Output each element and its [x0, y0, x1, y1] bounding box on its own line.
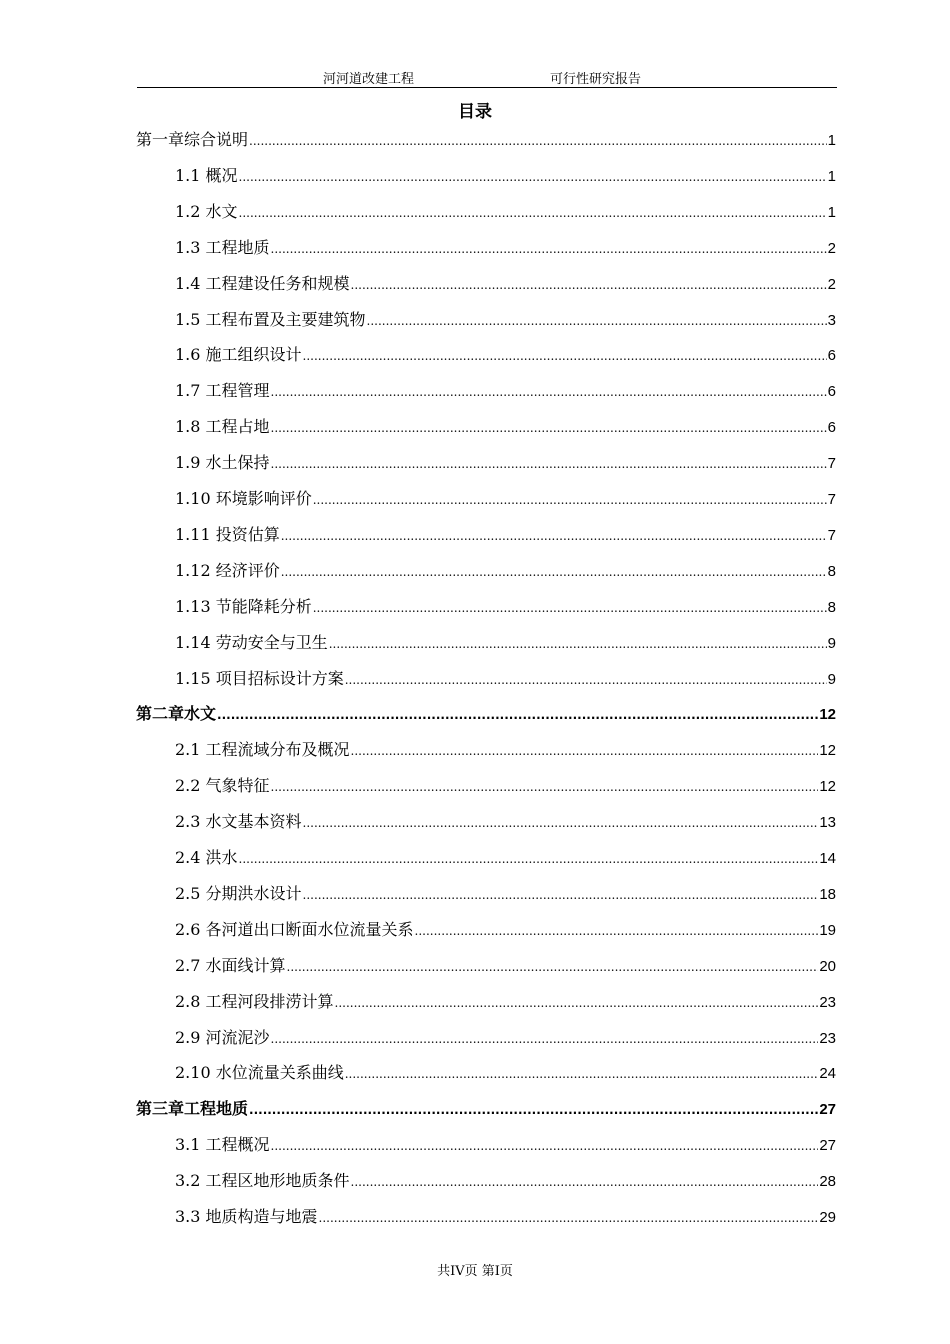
toc-section-entry[interactable]: [175, 158, 836, 194]
toc-section-entry[interactable]: [175, 732, 836, 768]
toc-section-entry[interactable]: [175, 266, 836, 302]
toc-dot-leader: [271, 1128, 819, 1164]
toc-dot-leader: [367, 303, 827, 339]
toc-page-number: 12: [819, 778, 836, 796]
toc-dot-leader: [281, 554, 827, 590]
toc-entry-title: 3.2 工程区地形地质条件: [175, 1171, 350, 1191]
toc-dot-leader: [351, 267, 827, 303]
toc-entry-title: 1.15 项目招标设计方案: [175, 668, 344, 688]
toc-section-entry[interactable]: [175, 373, 836, 409]
toc-dot-leader: [345, 1056, 819, 1092]
toc-entry-title: 1.8 工程占地: [175, 417, 270, 437]
toc-entry-title: 1.9 水土保持: [175, 453, 270, 473]
toc-entry-title: 1.2 水文: [175, 201, 238, 221]
toc-page-number: 6: [827, 419, 836, 437]
toc-page-number: 6: [827, 383, 836, 401]
toc-entry-title: 2.4 洪水: [175, 848, 238, 867]
toc-page-number: 2: [827, 275, 836, 293]
toc-section-entry[interactable]: [175, 1020, 836, 1056]
toc-entry-title: 2.3 水文基本资料: [175, 812, 302, 832]
toc-page-number: 1: [827, 203, 836, 221]
toc-section-entry[interactable]: [175, 984, 836, 1020]
header-report-type: 可行性研究报告: [550, 72, 642, 87]
toc-dot-leader: [329, 626, 827, 662]
toc-dot-leader: [239, 841, 819, 877]
toc-dot-leader: [271, 410, 827, 446]
toc-dot-leader: [249, 123, 827, 159]
toc-dot-leader: [335, 985, 819, 1021]
toc-dot-leader: [319, 1200, 819, 1236]
toc-entry-title: 1.13 节能降耗分析: [175, 596, 312, 616]
toc-chapter-entry[interactable]: [136, 122, 836, 158]
toc-section-entry[interactable]: [175, 1127, 836, 1163]
toc-page-number: 8: [827, 598, 836, 616]
toc-entry-title: 1.12 经济评价: [175, 560, 280, 580]
toc-section-entry[interactable]: [175, 948, 836, 984]
toc-page-number: 27: [819, 1101, 836, 1119]
toc-section-entry[interactable]: [175, 804, 836, 840]
toc-page-number: 12: [819, 706, 836, 724]
toc-entry-title: 1.10 环境影响评价: [175, 489, 312, 508]
toc-page-number: 14: [819, 850, 836, 867]
toc-dot-leader: [351, 1164, 819, 1200]
toc-page-number: 27: [819, 1137, 836, 1155]
toc-section-entry[interactable]: [175, 840, 836, 876]
toc-entry-title: 3.3 地质构造与地震: [175, 1207, 318, 1226]
toc-entry-title: 2.10 水位流量关系曲线: [175, 1063, 344, 1083]
toc-page-number: 9: [827, 634, 836, 652]
toc-page-number: 9: [827, 670, 836, 688]
toc-title: 目录: [458, 102, 492, 122]
toc-entry-title: 2.1 工程流域分布及概况: [175, 740, 350, 760]
toc-entry-title: 2.2 气象特征: [175, 776, 270, 796]
toc-page-number: 19: [819, 921, 836, 939]
toc-page-number: 7: [827, 455, 836, 473]
toc-dot-leader: [281, 518, 827, 554]
toc-section-entry[interactable]: [175, 625, 836, 661]
toc-dot-leader: [303, 805, 819, 841]
toc-entry-title: 2.8 工程河段排涝计算: [175, 991, 334, 1011]
toc-section-entry[interactable]: [175, 194, 836, 230]
toc-entry-title: 2.7 水面线计算: [175, 955, 286, 975]
toc-page-number: 7: [827, 491, 836, 508]
toc-section-entry[interactable]: [175, 876, 836, 912]
toc-dot-leader: [271, 769, 819, 805]
toc-entry-title: 1.14 劳动安全与卫生: [175, 632, 328, 652]
toc-page-number: 13: [819, 814, 836, 832]
toc-entry-title: 1.7 工程管理: [175, 381, 270, 401]
toc-dot-leader: [271, 231, 827, 267]
toc-section-entry[interactable]: [175, 912, 836, 948]
page-header: [137, 68, 837, 88]
toc-entry-title: 1.11 投资估算: [175, 524, 280, 544]
toc-entry-title: 第二章水文: [136, 704, 217, 724]
toc-dot-leader: [313, 482, 827, 518]
toc-section-entry[interactable]: [175, 1055, 836, 1091]
toc-page-number: 1: [827, 132, 836, 149]
toc-entry-title: 1.1 概况: [175, 165, 238, 185]
toc-dot-leader: [239, 195, 827, 231]
toc-page-number: 20: [819, 957, 836, 975]
toc-section-entry[interactable]: [175, 302, 836, 338]
page-footer: 共IV页 第I页: [437, 1264, 513, 1279]
toc-entry-title: 1.3 工程地质: [175, 237, 270, 257]
toc-section-entry[interactable]: [175, 553, 836, 589]
toc-dot-leader: [287, 949, 819, 985]
toc-entry-title: 1.6 施工组织设计: [175, 345, 302, 365]
toc-page-number: 6: [827, 347, 836, 365]
toc-dot-leader: [415, 913, 819, 949]
toc-entry-title: 2.9 河流泥沙: [175, 1027, 270, 1047]
toc-section-entry[interactable]: [175, 481, 836, 517]
toc-page-number: 23: [819, 993, 836, 1011]
toc-entry-title: 第一章综合说明: [136, 130, 249, 149]
toc-dot-leader: [217, 697, 818, 733]
toc-dot-leader: [239, 159, 827, 195]
toc-page-number: 23: [819, 1029, 836, 1047]
toc-page-number: 7: [827, 526, 836, 544]
toc-page-number: 2: [827, 239, 836, 257]
toc-chapter-entry[interactable]: [136, 696, 836, 732]
toc-dot-leader: [249, 1092, 818, 1128]
toc-dot-leader: [345, 662, 827, 698]
toc-dot-leader: [313, 590, 827, 626]
toc-section-entry[interactable]: [175, 337, 836, 373]
toc-section-entry[interactable]: [175, 1163, 836, 1199]
toc-page-number: 8: [827, 562, 836, 580]
toc-section-entry[interactable]: [175, 409, 836, 445]
toc-dot-leader: [271, 1021, 819, 1057]
toc-section-entry[interactable]: [175, 589, 836, 625]
toc-page-number: 24: [819, 1065, 836, 1083]
toc-section-entry[interactable]: [175, 517, 836, 553]
toc-entry-title: 3.1 工程概况: [175, 1135, 270, 1155]
toc-section-entry[interactable]: [175, 230, 836, 266]
toc-dot-leader: [303, 877, 819, 913]
toc-page-number: 18: [819, 885, 836, 903]
toc-page-number: 3: [827, 311, 836, 329]
toc-dot-leader: [271, 374, 827, 410]
toc-page-number: 12: [819, 742, 836, 760]
toc-page-number: 1: [827, 167, 836, 185]
toc-dot-leader: [271, 446, 827, 482]
toc-page-number: 28: [819, 1173, 836, 1191]
toc-entry-title: 第三章工程地质: [136, 1099, 249, 1119]
toc-section-entry[interactable]: [175, 1199, 836, 1235]
toc-dot-leader: [351, 733, 819, 769]
toc-entry-title: 2.6 各河道出口断面水位流量关系: [175, 919, 414, 939]
toc-section-entry[interactable]: [175, 768, 836, 804]
toc-chapter-entry[interactable]: [136, 1091, 836, 1127]
header-project-name: 河河道改建工程: [323, 72, 415, 87]
toc-dot-leader: [303, 338, 827, 374]
toc-entry-title: 2.5 分期洪水设计: [175, 883, 302, 903]
toc-section-entry[interactable]: [175, 661, 836, 697]
toc-entry-title: 1.4 工程建设任务和规模: [175, 273, 350, 293]
toc-page-number: 29: [819, 1209, 836, 1226]
toc-section-entry[interactable]: [175, 445, 836, 481]
toc-entry-title: 1.5 工程布置及主要建筑物: [175, 309, 366, 329]
